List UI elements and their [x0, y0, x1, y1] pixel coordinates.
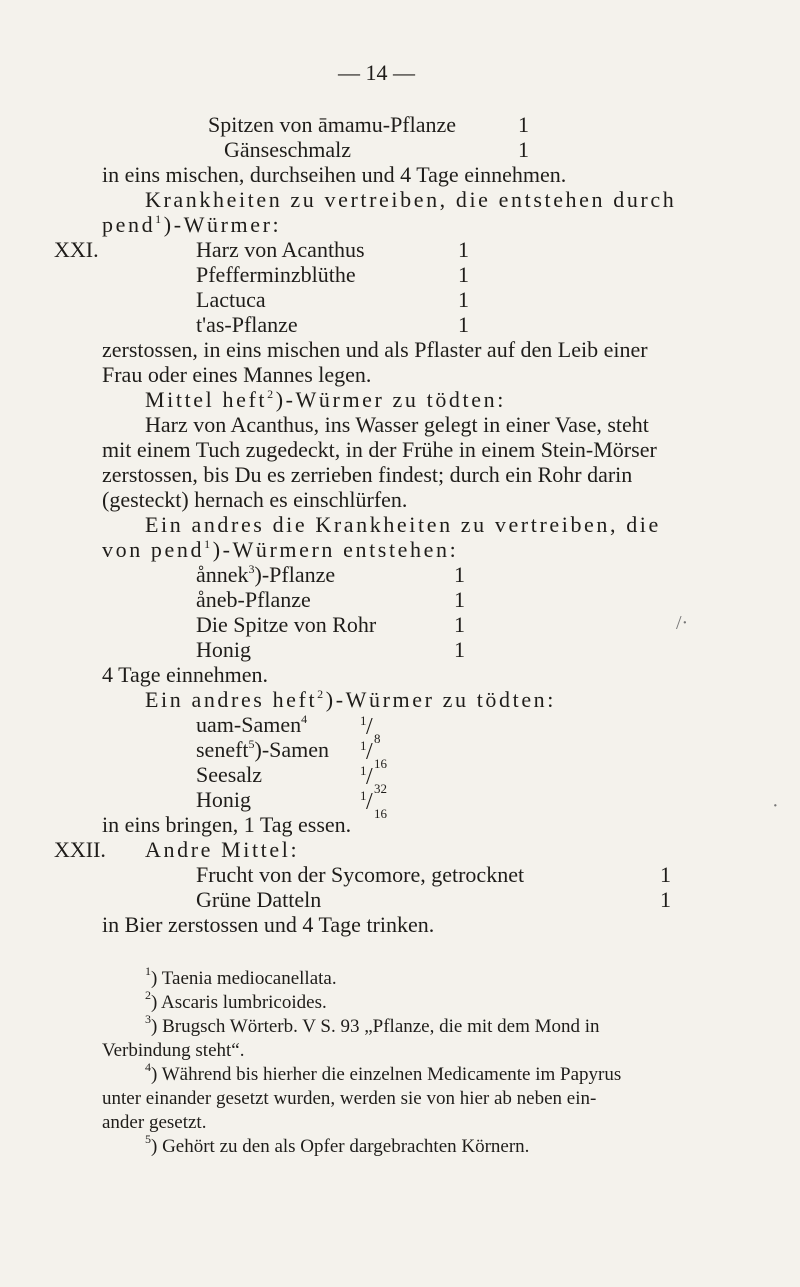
- section-heading: Ein andres heft$^2$)-Würmer zu tödten:: [145, 687, 556, 712]
- margin-mark: ·: [772, 795, 779, 817]
- footnote: unter einander gesetzt wurden, werden sie von hier ab neben ein-: [102, 1088, 597, 1109]
- footnote-ref: 2: [317, 687, 326, 701]
- footnote: ander gesetzt.: [102, 1112, 207, 1133]
- quantity: 1: [660, 887, 671, 912]
- footnote-ref: 5: [248, 737, 255, 751]
- quantity: 1: [518, 112, 529, 137]
- footnote: $^2$) Ascaris lumbricoides.: [145, 988, 327, 1013]
- ingredient: åneb-Pflanze: [196, 587, 311, 612]
- text-line: zerstossen, bis Du es zerrieben findest; durch ein Rohr darin: [102, 462, 633, 487]
- section-heading: Mittel heft$^2$)-Würmer zu tödten:: [145, 387, 506, 412]
- text-line: zerstossen, in eins mischen und als Pflaster auf den Leib einer: [102, 337, 648, 362]
- section-number: XXII.: [54, 837, 106, 862]
- footnote: $^1$) Taenia mediocanellata.: [145, 964, 337, 989]
- text-line: Frau oder eines Mannes legen.: [102, 362, 372, 387]
- quantity: 1: [454, 562, 465, 587]
- footnote-ref: 4: [301, 712, 308, 726]
- footnote-ref: 1: [204, 537, 213, 551]
- text-line: Gänseschmalz: [224, 137, 352, 162]
- quantity: 1: [454, 587, 465, 612]
- footnote: $^4$) Während bis hierher die einzelnen Medicamente im Papyrus: [145, 1060, 622, 1085]
- quantity: 1: [458, 262, 469, 287]
- ingredient: Lactuca: [196, 287, 266, 312]
- footnote: Verbindung steht“.: [102, 1040, 245, 1061]
- quantity: 1: [660, 862, 671, 887]
- footnote-ref: 1: [155, 212, 164, 226]
- footnote-ref: 3: [248, 562, 255, 576]
- text-line: Harz von Acanthus, ins Wasser gelegt in einer Vase, steht: [145, 412, 649, 437]
- ingredient: Frucht von der Sycomore, getrocknet: [196, 862, 525, 887]
- page-number: — 14 —: [338, 60, 415, 85]
- section-number: XXI.: [54, 237, 99, 262]
- section-heading: pend$^1$)-Würmer:: [102, 212, 282, 237]
- ingredient: uam-Samen$^4$: [196, 712, 308, 737]
- quantity: 1: [454, 637, 465, 662]
- ingredient: Seesalz: [196, 762, 262, 787]
- margin-mark: /·: [676, 612, 689, 634]
- ingredient: t'as-Pflanze: [196, 312, 298, 337]
- text-line: (gesteckt) hernach es einschlürfen.: [102, 487, 408, 512]
- text-line: in eins mischen, durchseihen und 4 Tage einnehmen.: [102, 162, 567, 187]
- ingredient: ånnek$^3$)-Pflanze: [196, 562, 336, 587]
- text-line: mit einem Tuch zugedeckt, in der Frühe in einem Stein-Mörser: [102, 437, 657, 462]
- section-heading: Krankheiten zu vertreiben, die entstehen durch: [145, 187, 677, 212]
- quantity: 1: [458, 312, 469, 337]
- section-heading: Andre Mittel:: [145, 837, 300, 862]
- footnote-ref: 2: [267, 387, 276, 401]
- footnote: $^3$) Brugsch Wörterb. V S. 93 „Pflanze, die mit dem Mond in: [145, 1012, 600, 1037]
- book-page: — 14 — Spitzen von āmamu-Pflanze 1 Gänseschmalz 1 in eins mischen, durchseihen und 4 Tage einnehmen. Krankheiten zu vertreiben, die entstehen durch pend$^1$)-Würmer: XXI. Harz von Acanthus 1 Pfefferminzblüthe 1 Lactuca 1 t'as-Pflanze 1 zerstossen, in eins mischen und als Pflaster auf den Leib einer Frau oder eines Mannes legen. Mittel heft$^2$)-Würmer zu tödten: Harz von Acanthus, ins Wasser gelegt in einer Vase, steht mit einem Tuch zugedeckt, in der Frühe in einem Stein-Mörser zerstossen, bis Du es zerrieben findest; durch ein Rohr darin (gesteckt) hernach es einschlürfen. Ein andres die Krankheiten zu vertreiben, die von pend$^1$)-Würmern entstehen: ånnek$^3$)-Pflanze 1 åneb-Pflanze 1 Die Spitze von Rohr 1 /· Honig 1 4 Tage einnehmen. Ein andres heft$^2$)-Würmer zu tödten: uam-Samen$^4$ 1 / 8 seneft$^5$)-Samen 1 / 16 Seesalz 1 / 32 Honig 1 / 16 · in eins bringen, 1 Tag essen. XXII. Andre Mittel: Frucht von der Sycomore, getrocknet 1 Grüne Datteln 1 in Bier zerstossen und 4 Tage trinken. $^1$) Taenia mediocanellata. $^2$) Ascaris lumbricoides. $^3$) Brugsch Wörterb. V S. 93 „Pflanze, die mit dem Mond in Verbindung steht“. $^4$) Während bis hierher die einzelnen Medicamente im Papyrus unter einander gesetzt wurden, werden sie von hier ab neben ein- ander gesetzt. $^5$) Gehört zu den als Opfer dargebrachten Körnern.: [54, 60, 779, 1157]
- section-heading: Ein andres die Krankheiten zu vertreiben, die: [145, 512, 661, 537]
- footnote: $^5$) Gehört zu den als Opfer dargebrachten Körnern.: [145, 1132, 530, 1157]
- ingredient: Harz von Acanthus: [196, 237, 365, 262]
- ingredient: Grüne Datteln: [196, 887, 322, 912]
- section-heading: von pend$^1$)-Würmern entstehen:: [102, 537, 459, 562]
- quantity: 1: [458, 287, 469, 312]
- ingredient: seneft$^5$)-Samen: [196, 737, 330, 762]
- quantity: 1: [454, 612, 465, 637]
- ingredient: Honig: [196, 637, 251, 662]
- text-line: in Bier zerstossen und 4 Tage trinken.: [102, 912, 435, 937]
- ingredient: Honig: [196, 787, 251, 812]
- ingredient: Die Spitze von Rohr: [196, 612, 377, 637]
- text-line: 4 Tage einnehmen.: [102, 662, 269, 687]
- quantity: 1: [458, 237, 469, 262]
- quantity: 1: [518, 137, 529, 162]
- text-line: Spitzen von āmamu-Pflanze: [208, 112, 457, 137]
- ingredient: Pfefferminzblüthe: [196, 262, 356, 287]
- text-line: in eins bringen, 1 Tag essen.: [102, 812, 352, 837]
